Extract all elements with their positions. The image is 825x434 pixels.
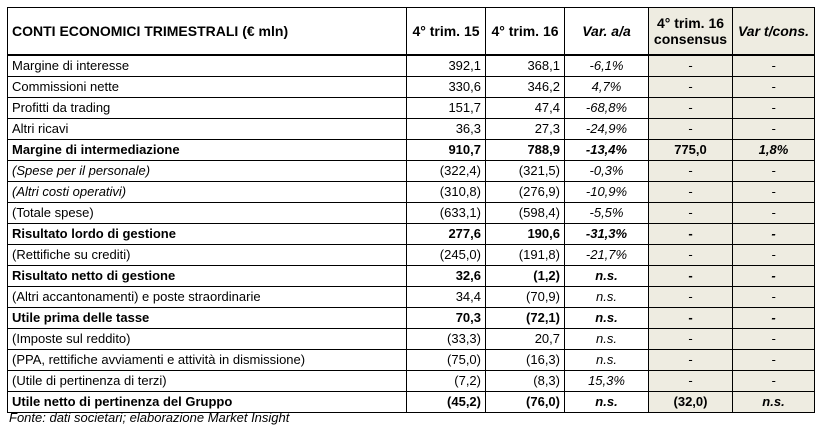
cell-q15: 36,3	[407, 119, 486, 140]
cell-q15: (33,3)	[407, 329, 486, 350]
cell-var-consensus: -	[733, 371, 815, 392]
cell-q16: 27,3	[486, 119, 565, 140]
cell-var-yoy: -24,9%	[565, 119, 649, 140]
cell-var-yoy: n.s.	[565, 266, 649, 287]
cell-var-yoy: n.s.	[565, 308, 649, 329]
cell-q15: (45,2)	[407, 392, 486, 413]
cell-consensus: -	[649, 77, 733, 98]
cell-consensus: -	[649, 245, 733, 266]
row-label: Utile prima delle tasse	[8, 308, 407, 329]
table-row	[8, 266, 815, 287]
cell-consensus: -	[649, 287, 733, 308]
cell-consensus: -	[649, 203, 733, 224]
table-row	[8, 161, 815, 182]
table-row	[8, 77, 815, 98]
row-label: Margine di intermediazione	[8, 140, 407, 161]
cell-var-yoy: n.s.	[565, 392, 649, 413]
table-row	[8, 308, 815, 329]
cell-var-yoy: -68,8%	[565, 98, 649, 119]
cell-var-consensus: 1,8%	[733, 140, 815, 161]
cell-var-yoy: -0,3%	[565, 161, 649, 182]
cell-consensus: 775,0	[649, 140, 733, 161]
cell-consensus: -	[649, 161, 733, 182]
cell-q16: (70,9)	[486, 287, 565, 308]
cell-var-yoy: -21,7%	[565, 245, 649, 266]
cell-q16: (8,3)	[486, 371, 565, 392]
row-label: Risultato lordo di gestione	[8, 224, 407, 245]
header-consensus	[649, 8, 733, 56]
cell-var-consensus: n.s.	[733, 392, 815, 413]
cell-q15: (633,1)	[407, 203, 486, 224]
cell-consensus: -	[649, 98, 733, 119]
row-label: (Totale spese)	[8, 203, 407, 224]
cell-q15: (7,2)	[407, 371, 486, 392]
cell-q16: (16,3)	[486, 350, 565, 371]
cell-consensus: -	[649, 371, 733, 392]
cell-var-consensus: -	[733, 224, 815, 245]
cell-var-consensus: -	[733, 98, 815, 119]
row-label: (Spese per il personale)	[8, 161, 407, 182]
cell-var-consensus: -	[733, 55, 815, 77]
table-header-row	[8, 8, 815, 56]
cell-var-yoy: -5,5%	[565, 203, 649, 224]
header-consensus-line1: 4° trim. 16	[656, 15, 725, 31]
cell-var-yoy: -31,3%	[565, 224, 649, 245]
cell-var-consensus: -	[733, 350, 815, 371]
source-note: Fonte: dati societari; elaborazione Market Insight	[9, 410, 290, 425]
quarterly-income-table	[7, 7, 815, 413]
cell-q16: 190,6	[486, 224, 565, 245]
header-q15: 4° trim. 15	[407, 8, 486, 56]
table-row	[8, 350, 815, 371]
cell-q16: (598,4)	[486, 203, 565, 224]
cell-var-yoy: 4,7%	[565, 77, 649, 98]
header-consensus-line2: consensus	[653, 31, 728, 47]
cell-q15: (75,0)	[407, 350, 486, 371]
header-var-consensus: Var t/cons.	[733, 8, 815, 56]
cell-q16: (276,9)	[486, 182, 565, 203]
cell-consensus: -	[649, 224, 733, 245]
cell-q15: (310,8)	[407, 182, 486, 203]
cell-q16: (321,5)	[486, 161, 565, 182]
cell-q15: 910,7	[407, 140, 486, 161]
row-label: Risultato netto di gestione	[8, 266, 407, 287]
cell-q15: 151,7	[407, 98, 486, 119]
cell-q15: 32,6	[407, 266, 486, 287]
row-label: (Imposte sul reddito)	[8, 329, 407, 350]
row-label: (PPA, rettifiche avviamenti e attività in dismissione)	[8, 350, 407, 371]
row-label: Profitti da trading	[8, 98, 407, 119]
table-body	[8, 55, 815, 413]
table-row	[8, 119, 815, 140]
cell-consensus: (32,0)	[649, 392, 733, 413]
row-label: Commissioni nette	[8, 77, 407, 98]
cell-var-yoy: n.s.	[565, 329, 649, 350]
cell-var-consensus: -	[733, 329, 815, 350]
cell-q15: 392,1	[407, 55, 486, 77]
cell-var-yoy: 15,3%	[565, 371, 649, 392]
cell-q16: 368,1	[486, 55, 565, 77]
cell-var-consensus: -	[733, 161, 815, 182]
table-row	[8, 287, 815, 308]
row-label: (Altri accantonamenti) e poste straordinarie	[8, 287, 407, 308]
cell-var-consensus: -	[733, 266, 815, 287]
row-label: Altri ricavi	[8, 119, 407, 140]
cell-q16: 20,7	[486, 329, 565, 350]
table-row	[8, 182, 815, 203]
cell-consensus: -	[649, 182, 733, 203]
cell-var-consensus: -	[733, 182, 815, 203]
cell-var-yoy: -6,1%	[565, 55, 649, 77]
cell-var-consensus: -	[733, 77, 815, 98]
row-label: (Utile di pertinenza di terzi)	[8, 371, 407, 392]
cell-var-consensus: -	[733, 119, 815, 140]
cell-var-consensus: -	[733, 203, 815, 224]
cell-consensus: -	[649, 308, 733, 329]
table-row	[8, 371, 815, 392]
cell-q16: (1,2)	[486, 266, 565, 287]
cell-q15: (245,0)	[407, 245, 486, 266]
header-var-yoy: Var. a/a	[565, 8, 649, 56]
table-row	[8, 98, 815, 119]
cell-q15: 34,4	[407, 287, 486, 308]
cell-var-consensus: -	[733, 245, 815, 266]
cell-q16: (76,0)	[486, 392, 565, 413]
financial-table-wrapper	[7, 7, 815, 413]
cell-consensus: -	[649, 119, 733, 140]
cell-q15: (322,4)	[407, 161, 486, 182]
table-row	[8, 329, 815, 350]
row-label: (Altri costi operativi)	[8, 182, 407, 203]
cell-var-yoy: -13,4%	[565, 140, 649, 161]
table-row	[8, 55, 815, 77]
cell-q15: 277,6	[407, 224, 486, 245]
table-row	[8, 203, 815, 224]
cell-consensus: -	[649, 55, 733, 77]
cell-consensus: -	[649, 266, 733, 287]
cell-var-yoy: n.s.	[565, 287, 649, 308]
row-label: (Rettifiche su crediti)	[8, 245, 407, 266]
cell-consensus: -	[649, 329, 733, 350]
header-q16: 4° trim. 16	[486, 8, 565, 56]
cell-consensus: -	[649, 350, 733, 371]
cell-q16: (72,1)	[486, 308, 565, 329]
cell-q16: 788,9	[486, 140, 565, 161]
cell-q15: 70,3	[407, 308, 486, 329]
cell-var-yoy: n.s.	[565, 350, 649, 371]
cell-q16: (191,8)	[486, 245, 565, 266]
cell-q16: 47,4	[486, 98, 565, 119]
cell-q16: 346,2	[486, 77, 565, 98]
row-label: Utile netto di pertinenza del Gruppo	[8, 392, 407, 413]
cell-q15: 330,6	[407, 77, 486, 98]
table-row	[8, 224, 815, 245]
table-row	[8, 245, 815, 266]
table-row	[8, 140, 815, 161]
cell-var-consensus: -	[733, 308, 815, 329]
header-label: CONTI ECONOMICI TRIMESTRALI (€ mln)	[8, 8, 407, 56]
cell-var-yoy: -10,9%	[565, 182, 649, 203]
cell-var-consensus: -	[733, 287, 815, 308]
row-label: Margine di interesse	[8, 55, 407, 77]
